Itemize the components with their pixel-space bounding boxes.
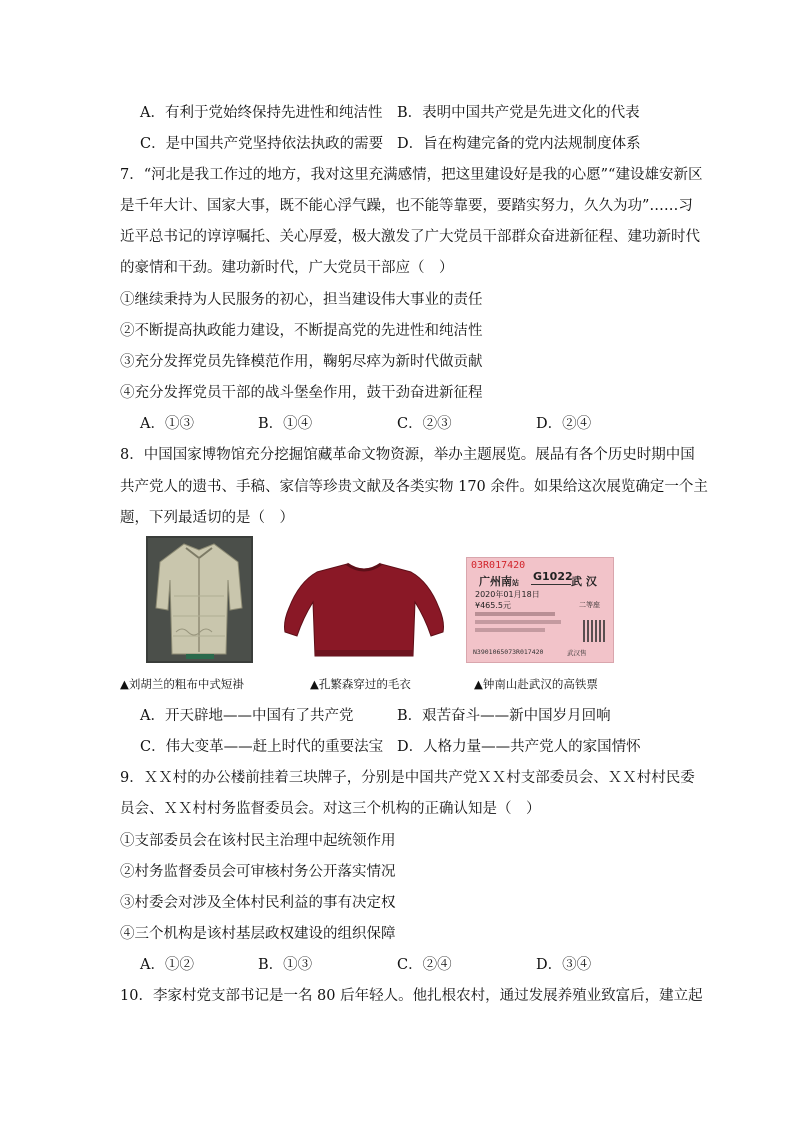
ticket-from <box>479 573 519 589</box>
ticket-seat: 二等座 <box>579 601 600 609</box>
q9-stem-line1: 9．ＸＸ村的办公楼前挂着三块牌子，分别是中国共产党ＸＸ村支部委员会、ＸＸ村村民委 <box>120 770 695 786</box>
q8-option-c: C．伟大变革——赶上时代的重要法宝 <box>140 739 384 755</box>
q6-option-b: B．表明中国共产党是先进文化的代表 <box>397 105 640 121</box>
ticket-price: ¥465.5元 <box>475 601 511 610</box>
caption-sweater: ▲孔繁森穿过的毛衣 <box>310 677 411 691</box>
ticket-bottom-code: N3901065073R017420 <box>473 648 544 656</box>
q7-statement-2: ②不断提高执政能力建设，不断提高党的先进性和纯洁性 <box>120 323 483 339</box>
q7-statement-1: ①继续秉持为人民服务的初心，担当建设伟大事业的责任 <box>120 292 483 308</box>
q7-option-c: C．②③ <box>397 416 452 432</box>
q9-option-b: B．①③ <box>258 957 313 973</box>
q10-stem-line1: 10．李家村党支部书记是一名 80 后年轻人。他扎根农村，通过发展养殖业致富后，建立起 <box>120 988 703 1004</box>
q7-stem-line3: 近平总书记的谆谆嘱托、关心厚爱，极大激发了广大党员干部群众奋进新征程、建功新时代 <box>120 229 700 245</box>
q7-statement-3: ③充分发挥党员先锋模范作用，鞠躬尽瘁为新时代做贡献 <box>120 354 483 370</box>
q7-stem-line2: 是千年大计、国家大事，既不能心浮气躁，也不能等靠要，要踏实努力，久久为功”……习 <box>120 198 693 214</box>
ticket-office: 武汉售 <box>567 649 587 657</box>
ticket-qr-icon <box>583 620 605 642</box>
q9-stem-line2: 员会、ＸＸ村村务监督委员会。对这三个机构的正确认知是（ ） <box>120 801 541 817</box>
q8-stem-line3: 题，下列最适切的是（ ） <box>120 510 294 526</box>
caption-jacket: ▲刘胡兰的粗布中式短褂 <box>120 677 244 691</box>
q7-option-d: D．②④ <box>536 416 592 432</box>
ticket-serial: 03R017420 <box>471 560 526 571</box>
ticket-station-suffix: 站 <box>512 579 519 587</box>
train-ticket-photo <box>466 557 614 663</box>
ticket-train: G1022 <box>533 570 573 583</box>
q9-statement-3: ③村委会对涉及全体村民利益的事有决定权 <box>120 895 396 911</box>
q6-option-d: D．旨在构建完备的党内法规制度体系 <box>397 136 641 152</box>
q6-option-a: A．有利于党始终保持先进性和纯洁性 <box>140 105 383 121</box>
q9-statement-1: ①支部委员会在该村民主治理中起统领作用 <box>120 833 396 849</box>
jacket-photo <box>146 536 253 663</box>
ticket-blurred-info-2 <box>475 620 561 624</box>
q8-stem-line1: 8．中国国家博物馆充分挖掘馆藏革命文物资源，举办主题展览。展品有各个历史时期中国 <box>120 447 695 463</box>
caption-ticket: ▲钟南山赴武汉的高铁票 <box>474 677 598 691</box>
q8-stem-line2: 共产党人的遗书、手稿、家信等珍贵文献及各类实物 170 余件。如果给这次展览确定一个主 <box>120 479 708 495</box>
q8-option-a: A．开天辟地——中国有了共产党 <box>140 708 354 724</box>
ticket-arrow-icon <box>531 584 571 585</box>
q7-stem-line4: 的豪情和干劲。建功新时代，广大党员干部应（ ） <box>120 260 454 276</box>
q6-option-c: C．是中国共产党坚持依法执政的需要 <box>140 136 384 152</box>
ticket-to: 武 汉 <box>571 575 597 588</box>
q9-statement-2: ②村务监督委员会可审核村务公开落实情况 <box>120 864 396 880</box>
q7-statement-4: ④充分发挥党员干部的战斗堡垒作用，鼓干劲奋进新征程 <box>120 385 483 401</box>
ticket-blurred-info <box>475 612 555 616</box>
q9-option-d: D．③④ <box>536 957 592 973</box>
q9-option-c: C．②④ <box>397 957 452 973</box>
ticket-date: 2020年01月18日 <box>475 590 540 599</box>
q7-option-a: A．①③ <box>140 416 194 432</box>
q7-option-b: B．①④ <box>258 416 313 432</box>
ticket-from-station: 广州南 <box>479 575 512 588</box>
q9-option-a: A．①② <box>140 957 194 973</box>
q8-option-d: D．人格力量——共产党人的家国情怀 <box>397 739 641 755</box>
q7-stem-line1: 7．“河北是我工作过的地方，我对这里充满感情，把这里建设好是我的心愿”“建设雄安新区 <box>120 167 703 183</box>
sweater-photo <box>279 560 449 662</box>
q9-statement-4: ④三个机构是该村基层政权建设的组织保障 <box>120 926 396 942</box>
q8-option-b: B．艰苦奋斗——新中国岁月回响 <box>397 708 611 724</box>
ticket-blurred-info-3 <box>475 628 545 632</box>
